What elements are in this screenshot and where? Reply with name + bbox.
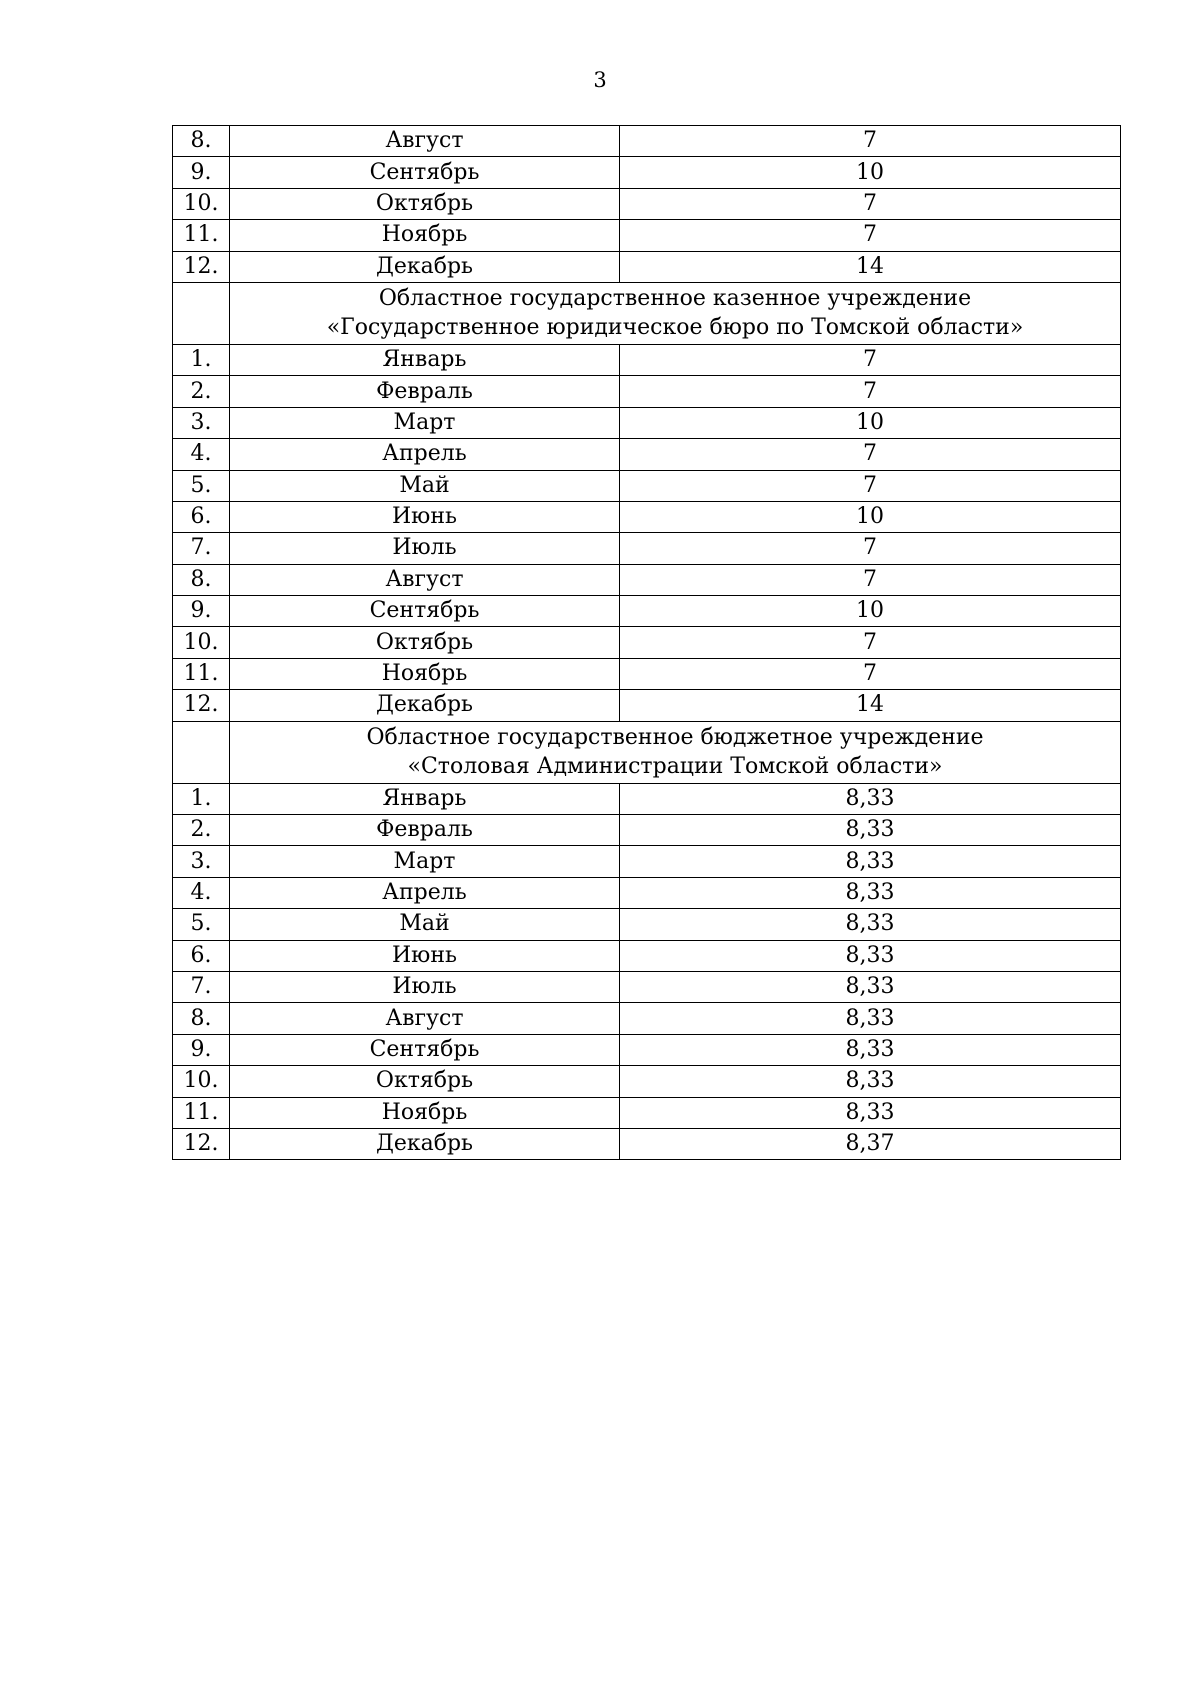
value-cell: 10 (620, 157, 1121, 188)
table-row (173, 1003, 1121, 1034)
table-row (173, 220, 1121, 251)
table-row (173, 783, 1121, 814)
row-number-cell: 5. (173, 909, 230, 940)
month-cell: Декабрь (230, 1128, 620, 1159)
row-number-cell: 9. (173, 596, 230, 627)
schedule-table-body (173, 126, 1121, 1160)
section-title-line2: «Столовая Администрации Томской области» (407, 754, 943, 780)
row-number-cell: 4. (173, 439, 230, 470)
row-number-cell: 1. (173, 783, 230, 814)
month-cell: Май (230, 470, 620, 501)
row-number-cell: 8. (173, 564, 230, 595)
row-number-cell: 9. (173, 157, 230, 188)
value-cell: 7 (620, 470, 1121, 501)
month-cell: Март (230, 407, 620, 438)
table-row (173, 1097, 1121, 1128)
month-cell: Апрель (230, 439, 620, 470)
page-number: 3 (593, 68, 607, 92)
table-row (173, 1128, 1121, 1159)
row-number-cell: 10. (173, 627, 230, 658)
value-cell: 7 (620, 658, 1121, 689)
table-row (173, 344, 1121, 375)
table-row (173, 439, 1121, 470)
value-cell: 7 (620, 220, 1121, 251)
table-row (173, 564, 1121, 595)
month-cell: Январь (230, 344, 620, 375)
row-number-cell: 12. (173, 251, 230, 282)
row-number-cell: 8. (173, 126, 230, 157)
table-row (173, 627, 1121, 658)
value-cell: 8,37 (620, 1128, 1121, 1159)
table-row (173, 1066, 1121, 1097)
value-cell: 7 (620, 564, 1121, 595)
section-title-line1: Областное государственное казенное учреждение (378, 286, 972, 312)
table-row (173, 157, 1121, 188)
row-number-cell: 10. (173, 188, 230, 219)
table-row (173, 877, 1121, 908)
row-number-cell: 7. (173, 533, 230, 564)
row-number-cell: 4. (173, 877, 230, 908)
value-cell: 8,33 (620, 940, 1121, 971)
table-row (173, 596, 1121, 627)
row-number-cell: 1. (173, 344, 230, 375)
month-cell: Ноябрь (230, 658, 620, 689)
value-cell: 8,33 (620, 783, 1121, 814)
row-number-cell: 11. (173, 1097, 230, 1128)
value-cell: 7 (620, 376, 1121, 407)
value-cell: 8,33 (620, 877, 1121, 908)
row-number-cell: 2. (173, 815, 230, 846)
table-row (173, 909, 1121, 940)
table-row (173, 1034, 1121, 1065)
row-number-cell: 12. (173, 690, 230, 721)
month-cell: Август (230, 126, 620, 157)
row-number-cell: 7. (173, 971, 230, 1002)
row-number-cell: 6. (173, 940, 230, 971)
table-row (173, 815, 1121, 846)
value-cell: 8,33 (620, 846, 1121, 877)
value-cell: 14 (620, 690, 1121, 721)
month-cell: Май (230, 909, 620, 940)
value-cell: 8,33 (620, 1066, 1121, 1097)
table-row (173, 188, 1121, 219)
month-cell: Июль (230, 533, 620, 564)
row-number-cell: 3. (173, 846, 230, 877)
section-title-cell (230, 721, 1121, 783)
month-cell: Август (230, 564, 620, 595)
month-cell: Сентябрь (230, 596, 620, 627)
month-cell: Декабрь (230, 251, 620, 282)
row-number-cell: 5. (173, 470, 230, 501)
table-row (173, 376, 1121, 407)
section-title-line2: «Государственное юридическое бюро по Томской области» (326, 315, 1024, 341)
month-cell: Июнь (230, 501, 620, 532)
month-cell: Июнь (230, 940, 620, 971)
value-cell: 7 (620, 439, 1121, 470)
table-row (173, 251, 1121, 282)
section-number-cell (173, 282, 230, 344)
row-number-cell: 3. (173, 407, 230, 438)
month-cell: Август (230, 1003, 620, 1034)
month-cell: Февраль (230, 815, 620, 846)
section-header-row (173, 721, 1121, 783)
value-cell: 7 (620, 627, 1121, 658)
row-number-cell: 9. (173, 1034, 230, 1065)
row-number-cell: 2. (173, 376, 230, 407)
row-number-cell: 11. (173, 220, 230, 251)
month-cell: Март (230, 846, 620, 877)
table-row (173, 846, 1121, 877)
row-number-cell: 6. (173, 501, 230, 532)
value-cell: 8,33 (620, 1034, 1121, 1065)
schedule-table (172, 125, 1121, 1160)
month-cell: Ноябрь (230, 220, 620, 251)
row-number-cell: 11. (173, 658, 230, 689)
table-row (173, 940, 1121, 971)
month-cell: Январь (230, 783, 620, 814)
value-cell: 10 (620, 596, 1121, 627)
value-cell: 10 (620, 407, 1121, 438)
table-row (173, 971, 1121, 1002)
month-cell: Февраль (230, 376, 620, 407)
month-cell: Апрель (230, 877, 620, 908)
table-row (173, 690, 1121, 721)
table-row (173, 533, 1121, 564)
value-cell: 7 (620, 344, 1121, 375)
month-cell: Ноябрь (230, 1097, 620, 1128)
row-number-cell: 12. (173, 1128, 230, 1159)
table-row (173, 658, 1121, 689)
value-cell: 7 (620, 533, 1121, 564)
value-cell: 8,33 (620, 1003, 1121, 1034)
table-row (173, 407, 1121, 438)
month-cell: Декабрь (230, 690, 620, 721)
month-cell: Октябрь (230, 188, 620, 219)
table-row (173, 470, 1121, 501)
month-cell: Октябрь (230, 1066, 620, 1097)
value-cell: 8,33 (620, 815, 1121, 846)
row-number-cell: 10. (173, 1066, 230, 1097)
month-cell: Сентябрь (230, 157, 620, 188)
month-cell: Июль (230, 971, 620, 1002)
value-cell: 7 (620, 126, 1121, 157)
section-title-cell (230, 282, 1121, 344)
section-header-row (173, 282, 1121, 344)
row-number-cell: 8. (173, 1003, 230, 1034)
value-cell: 8,33 (620, 909, 1121, 940)
value-cell: 8,33 (620, 971, 1121, 1002)
month-cell: Сентябрь (230, 1034, 620, 1065)
section-number-cell (173, 721, 230, 783)
table-row (173, 501, 1121, 532)
section-title-line1: Областное государственное бюджетное учреждение (366, 725, 984, 751)
value-cell: 10 (620, 501, 1121, 532)
month-cell: Октябрь (230, 627, 620, 658)
value-cell: 8,33 (620, 1097, 1121, 1128)
value-cell: 14 (620, 251, 1121, 282)
table-row (173, 126, 1121, 157)
value-cell: 7 (620, 188, 1121, 219)
